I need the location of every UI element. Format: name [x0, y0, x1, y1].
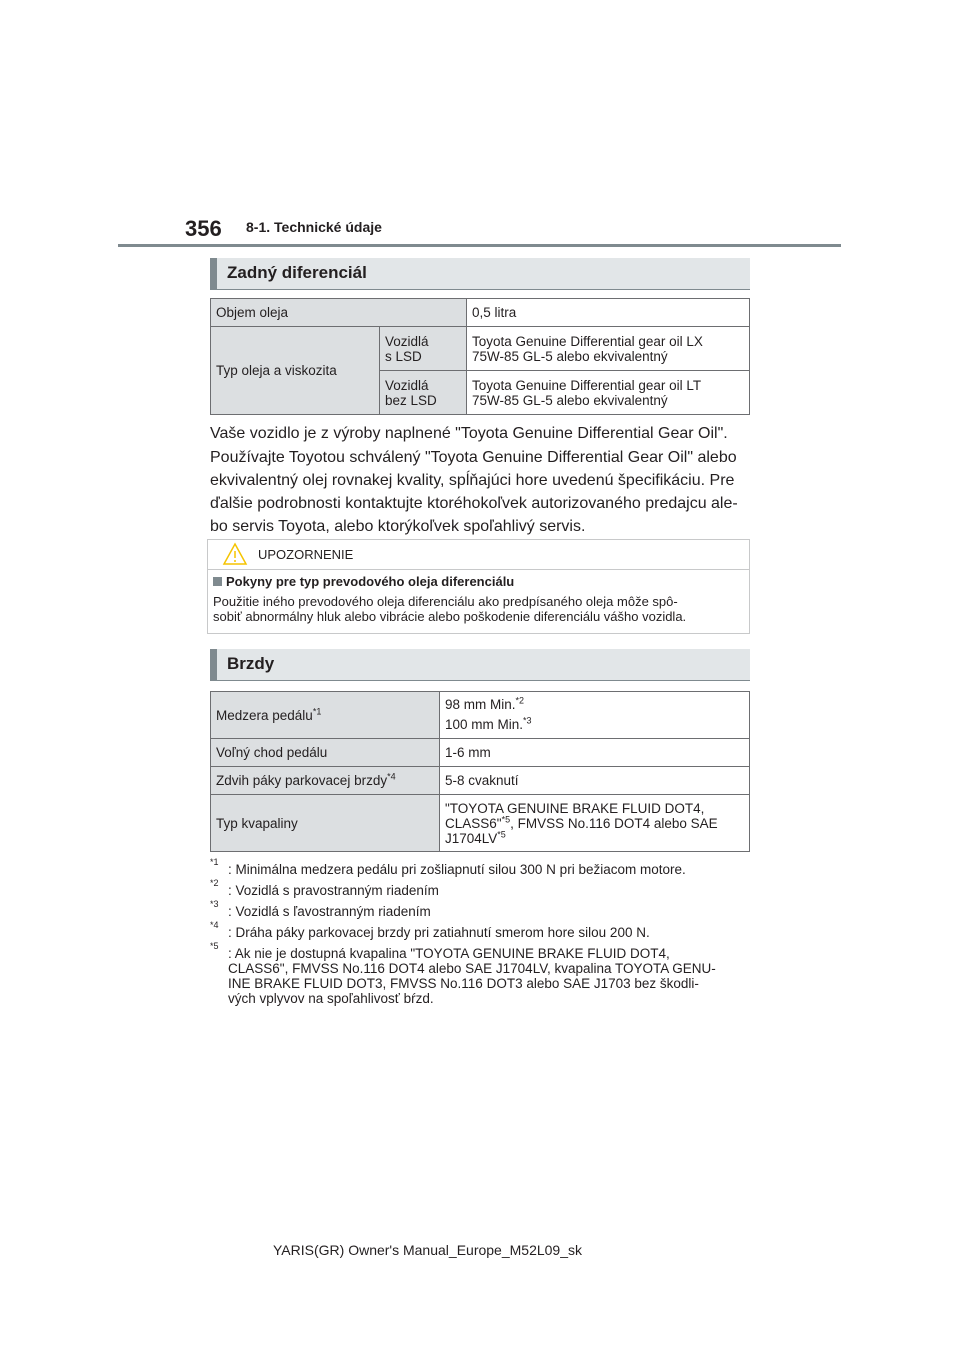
- footnote: *2 : Vozidlá s pravostranným riadením: [210, 878, 439, 898]
- table-row: [211, 327, 750, 371]
- brakes-heading: [210, 649, 750, 681]
- pedal-clearance-label: Medzera pedálu$^{*1}$: [211, 692, 440, 739]
- paragraph-factory-fill: Vaše vozidlo je z výroby naplnené "Toyota Genuine Differential Gear Oil".: [210, 425, 728, 442]
- pedal-free-play-value: 1-6 mm: [440, 739, 750, 767]
- brakes-title: Brzdy: [227, 654, 275, 673]
- fluid-type-label: Typ kvapaliny: [211, 795, 440, 852]
- brakes-table: [210, 691, 750, 852]
- warning-text: Použitie iného prevodového oleja diferenciálu ako predpísaného oleja môže spô- sobiť abnormálny hluk alebo vibrácie alebo poškodenie diferenciálu vášho vozidla.: [213, 594, 687, 624]
- pedal-clearance-value: 98 mm Min.$^{*2}$ 100 mm Min.$^{*3}$: [440, 692, 750, 739]
- vehicle-lsd-cell: Vozidlá s LSD: [380, 327, 467, 371]
- warning-box: [207, 539, 750, 634]
- paragraph-recommendation: Používajte Toyotou schválený "Toyota Genuine Differential Gear Oil" alebo ekvivalentný olej rovnakej kvality, spĺňajúci hore uvedenú špecifikáciu. Pre ďalšie podrobnosti kontaktujte ktoréhokoľvek autorizovaného predajcu ale- bo servis Toyota, alebo ktorýkoľvek spoľahlivý servis.: [210, 449, 738, 535]
- rear-differential-heading: [210, 258, 750, 290]
- parking-brake-travel-label: Zdvih páky parkovacej brzdy$^{*4}$: [211, 767, 440, 795]
- oil-lsd-cell: Toyota Genuine Differential gear oil LX 75W-85 GL-5 alebo ekvivalentný: [467, 327, 750, 371]
- table-row: [211, 795, 750, 852]
- section-title: 8-1. Technické údaje: [246, 219, 382, 235]
- fluid-type-value: "TOYOTA GENUINE BRAKE FLUID DOT4, CLASS6"$^{*5}$, FMVSS No.116 DOT4 alebo SAE J1704LV$^{*5}$: [440, 795, 750, 852]
- table-row: [211, 767, 750, 795]
- header-divider: [118, 244, 841, 247]
- rear-differential-table: [210, 298, 750, 415]
- table-row: [211, 299, 750, 327]
- rear-differential-title: Zadný diferenciál: [227, 263, 367, 282]
- page-number: 356: [185, 216, 222, 241]
- pedal-free-play-label: Voľný chod pedálu: [211, 739, 440, 767]
- vehicle-no-lsd-cell: Vozidlá bez LSD: [380, 371, 467, 415]
- warning-icon: [222, 542, 248, 566]
- footnote: *4 : Dráha páky parkovacej brzdy pri zatiahnutí smerom hore silou 200 N.: [210, 920, 650, 940]
- oil-no-lsd-cell: Toyota Genuine Differential gear oil LT 75W-85 GL-5 alebo ekvivalentný: [467, 371, 750, 415]
- oil-volume-label: Objem oleja: [211, 299, 467, 327]
- warning-label: UPOZORNENIE: [258, 547, 354, 562]
- warning-header: [208, 540, 749, 570]
- warning-subtitle: Pokyny pre typ prevodového oleja diferenciálu: [213, 574, 514, 589]
- table-row: [211, 739, 750, 767]
- oil-volume-value: 0,5 litra: [467, 299, 750, 327]
- oil-type-label: Typ oleja a viskozita: [211, 327, 380, 415]
- footnote: *1 : Minimálna medzera pedálu pri zošliapnutí silou 300 N pri bežiacom motore.: [210, 857, 686, 877]
- table-row: [211, 692, 750, 739]
- footnote: *3 : Vozidlá s ľavostranným riadením: [210, 899, 431, 919]
- page-footer: YARIS(GR) Owner's Manual_Europe_M52L09_sk: [273, 1242, 582, 1258]
- parking-brake-travel-value: 5-8 cvaknutí: [440, 767, 750, 795]
- bullet-square-icon: [213, 577, 222, 586]
- footnote: *5 : Ak nie je dostupná kvapalina "TOYOTA GENUINE BRAKE FLUID DOT4, CLASS6", FMVSS No.116 DOT4 alebo SAE J1704LV, kvapalina TOYOTA GENU- INE BRAKE FLUID DOT3, FMVSS No.116 DOT3 alebo SAE J1703 bez škodli- vých vplyvov na spoľahlivosť bŕzd.: [210, 941, 716, 1006]
